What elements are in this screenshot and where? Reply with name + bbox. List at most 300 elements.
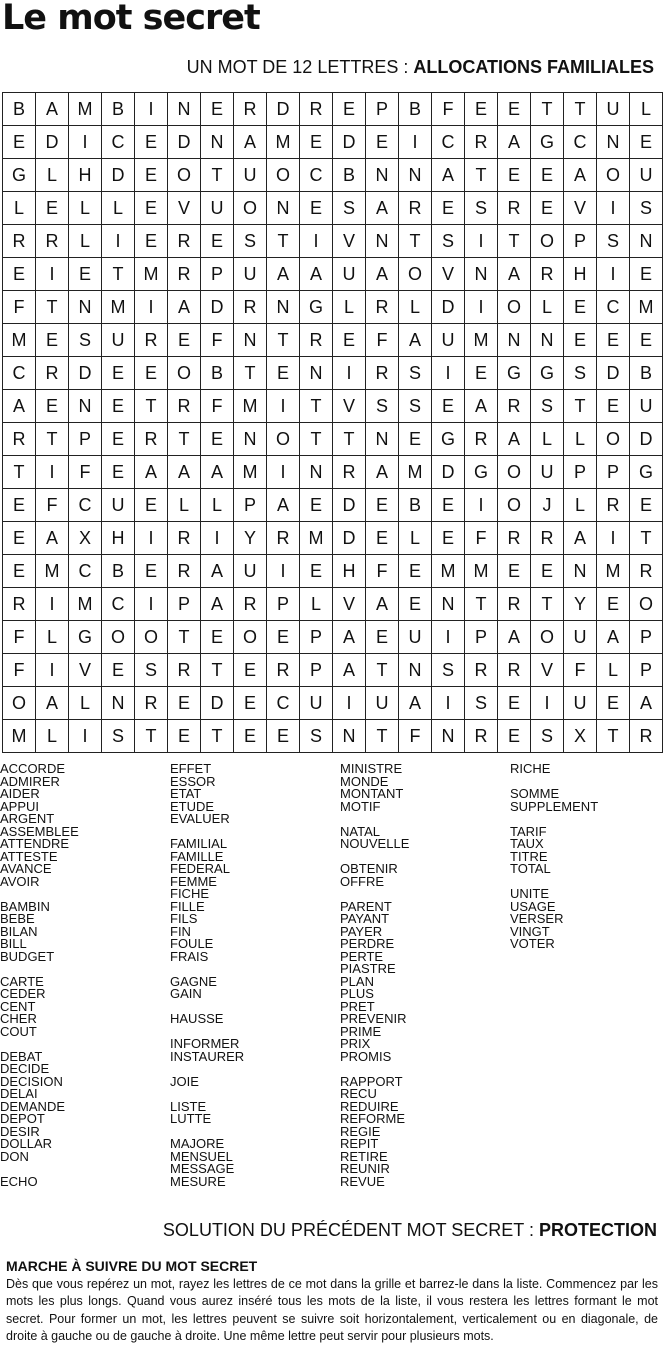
grid-cell[interactable]: A (201, 555, 234, 588)
grid-cell[interactable]: D (36, 126, 69, 159)
grid-cell[interactable]: P (168, 588, 201, 621)
grid-cell[interactable]: I (69, 720, 102, 753)
grid-cell[interactable]: B (102, 93, 135, 126)
grid-cell[interactable]: E (3, 522, 36, 555)
grid-cell[interactable]: M (102, 291, 135, 324)
grid-cell[interactable]: M (3, 324, 36, 357)
grid-cell[interactable]: T (267, 225, 300, 258)
grid-cell[interactable]: T (531, 93, 564, 126)
grid-cell[interactable]: E (168, 324, 201, 357)
grid-cell[interactable]: I (201, 522, 234, 555)
grid-cell[interactable]: R (498, 588, 531, 621)
grid-cell[interactable]: L (597, 654, 630, 687)
grid-cell[interactable]: L (564, 423, 597, 456)
grid-cell[interactable]: B (399, 489, 432, 522)
grid-cell[interactable]: G (630, 456, 663, 489)
grid-cell[interactable]: A (333, 621, 366, 654)
grid-cell[interactable]: R (234, 93, 267, 126)
grid-cell[interactable]: E (102, 357, 135, 390)
grid-cell[interactable]: R (3, 588, 36, 621)
grid-cell[interactable]: A (630, 687, 663, 720)
grid-cell[interactable]: M (3, 720, 36, 753)
grid-cell[interactable]: A (498, 126, 531, 159)
grid-cell[interactable]: F (36, 489, 69, 522)
grid-cell[interactable]: E (399, 423, 432, 456)
grid-cell[interactable]: G (69, 621, 102, 654)
grid-cell[interactable]: R (597, 489, 630, 522)
grid-cell[interactable]: N (366, 159, 399, 192)
grid-cell[interactable]: R (135, 687, 168, 720)
grid-cell[interactable]: E (135, 555, 168, 588)
grid-cell[interactable]: E (102, 423, 135, 456)
grid-cell[interactable]: T (168, 621, 201, 654)
grid-cell[interactable]: I (531, 687, 564, 720)
grid-cell[interactable]: B (333, 159, 366, 192)
grid-cell[interactable]: G (432, 423, 465, 456)
grid-cell[interactable]: V (69, 654, 102, 687)
grid-cell[interactable]: R (300, 93, 333, 126)
grid-cell[interactable]: E (135, 159, 168, 192)
grid-cell[interactable]: U (234, 555, 267, 588)
grid-cell[interactable]: I (135, 588, 168, 621)
grid-cell[interactable]: F (366, 555, 399, 588)
grid-cell[interactable]: N (333, 720, 366, 753)
grid-cell[interactable]: O (234, 192, 267, 225)
grid-cell[interactable]: A (168, 291, 201, 324)
grid-cell[interactable]: I (36, 654, 69, 687)
grid-cell[interactable]: O (102, 621, 135, 654)
grid-cell[interactable]: L (168, 489, 201, 522)
grid-cell[interactable]: T (399, 225, 432, 258)
grid-cell[interactable]: A (366, 258, 399, 291)
grid-cell[interactable]: E (432, 192, 465, 225)
grid-cell[interactable]: T (597, 720, 630, 753)
grid-cell[interactable]: C (267, 687, 300, 720)
grid-cell[interactable]: V (333, 225, 366, 258)
grid-cell[interactable]: P (300, 621, 333, 654)
grid-cell[interactable]: F (3, 621, 36, 654)
grid-cell[interactable]: I (267, 456, 300, 489)
grid-cell[interactable]: P (366, 93, 399, 126)
grid-cell[interactable]: F (399, 720, 432, 753)
grid-cell[interactable]: I (465, 489, 498, 522)
grid-cell[interactable]: N (432, 588, 465, 621)
grid-cell[interactable]: N (300, 357, 333, 390)
grid-cell[interactable]: O (135, 621, 168, 654)
grid-cell[interactable]: C (432, 126, 465, 159)
grid-cell[interactable]: E (465, 357, 498, 390)
grid-cell[interactable]: E (168, 720, 201, 753)
grid-cell[interactable]: H (564, 258, 597, 291)
grid-cell[interactable]: S (465, 192, 498, 225)
grid-cell[interactable]: F (3, 291, 36, 324)
grid-cell[interactable]: O (630, 588, 663, 621)
grid-cell[interactable]: G (3, 159, 36, 192)
grid-cell[interactable]: M (597, 555, 630, 588)
grid-cell[interactable]: P (201, 258, 234, 291)
grid-cell[interactable]: E (432, 489, 465, 522)
grid-cell[interactable]: L (69, 225, 102, 258)
grid-cell[interactable]: R (531, 522, 564, 555)
grid-cell[interactable]: G (531, 126, 564, 159)
grid-cell[interactable]: E (267, 621, 300, 654)
grid-cell[interactable]: E (465, 93, 498, 126)
grid-cell[interactable]: N (564, 555, 597, 588)
grid-cell[interactable]: A (201, 588, 234, 621)
grid-cell[interactable]: C (102, 588, 135, 621)
grid-cell[interactable]: E (498, 720, 531, 753)
grid-cell[interactable]: E (102, 654, 135, 687)
grid-cell[interactable]: R (168, 390, 201, 423)
grid-cell[interactable]: A (465, 390, 498, 423)
grid-cell[interactable]: S (69, 324, 102, 357)
grid-cell[interactable]: E (3, 126, 36, 159)
grid-cell[interactable]: E (3, 258, 36, 291)
grid-cell[interactable]: C (3, 357, 36, 390)
grid-cell[interactable]: N (498, 324, 531, 357)
grid-cell[interactable]: E (333, 93, 366, 126)
grid-cell[interactable]: V (564, 192, 597, 225)
grid-cell[interactable]: T (564, 390, 597, 423)
grid-cell[interactable]: N (366, 423, 399, 456)
grid-cell[interactable]: N (201, 126, 234, 159)
grid-cell[interactable]: U (399, 621, 432, 654)
grid-cell[interactable]: R (498, 522, 531, 555)
grid-cell[interactable]: Y (234, 522, 267, 555)
grid-cell[interactable]: S (531, 720, 564, 753)
grid-cell[interactable]: R (3, 423, 36, 456)
grid-cell[interactable]: R (498, 654, 531, 687)
grid-cell[interactable]: B (3, 93, 36, 126)
grid-cell[interactable]: B (399, 93, 432, 126)
grid-cell[interactable]: N (69, 390, 102, 423)
grid-cell[interactable]: O (267, 159, 300, 192)
grid-cell[interactable]: N (102, 687, 135, 720)
grid-cell[interactable]: I (135, 93, 168, 126)
grid-cell[interactable]: E (366, 621, 399, 654)
grid-cell[interactable]: A (267, 258, 300, 291)
grid-cell[interactable]: O (498, 456, 531, 489)
grid-cell[interactable]: E (135, 357, 168, 390)
grid-cell[interactable]: U (597, 93, 630, 126)
grid-cell[interactable]: R (300, 324, 333, 357)
grid-cell[interactable]: E (36, 192, 69, 225)
grid-cell[interactable]: E (399, 555, 432, 588)
grid-cell[interactable]: U (564, 621, 597, 654)
grid-cell[interactable]: V (168, 192, 201, 225)
grid-cell[interactable]: I (597, 522, 630, 555)
grid-cell[interactable]: R (36, 357, 69, 390)
grid-cell[interactable]: S (531, 390, 564, 423)
grid-cell[interactable]: S (333, 192, 366, 225)
grid-cell[interactable]: I (36, 588, 69, 621)
grid-cell[interactable]: L (69, 192, 102, 225)
grid-cell[interactable]: G (300, 291, 333, 324)
grid-cell[interactable]: O (531, 621, 564, 654)
grid-cell[interactable]: D (333, 522, 366, 555)
grid-cell[interactable]: A (267, 489, 300, 522)
grid-cell[interactable]: E (498, 93, 531, 126)
grid-cell[interactable]: R (498, 390, 531, 423)
grid-cell[interactable]: E (201, 621, 234, 654)
grid-cell[interactable]: I (333, 687, 366, 720)
grid-cell[interactable]: E (597, 390, 630, 423)
grid-cell[interactable]: S (432, 654, 465, 687)
grid-cell[interactable]: L (399, 291, 432, 324)
grid-cell[interactable]: E (36, 324, 69, 357)
grid-cell[interactable]: I (135, 522, 168, 555)
grid-cell[interactable]: T (366, 720, 399, 753)
grid-cell[interactable]: N (366, 225, 399, 258)
grid-cell[interactable]: E (432, 522, 465, 555)
grid-cell[interactable]: U (234, 258, 267, 291)
grid-cell[interactable]: R (234, 588, 267, 621)
grid-cell[interactable]: T (465, 588, 498, 621)
grid-cell[interactable]: X (69, 522, 102, 555)
grid-cell[interactable]: A (564, 522, 597, 555)
grid-cell[interactable]: I (465, 291, 498, 324)
grid-cell[interactable]: E (102, 390, 135, 423)
grid-cell[interactable]: T (498, 225, 531, 258)
grid-cell[interactable]: I (597, 258, 630, 291)
grid-cell[interactable]: I (36, 456, 69, 489)
grid-cell[interactable]: F (366, 324, 399, 357)
grid-cell[interactable]: E (630, 258, 663, 291)
grid-cell[interactable]: M (432, 555, 465, 588)
grid-cell[interactable]: O (168, 159, 201, 192)
grid-cell[interactable]: P (234, 489, 267, 522)
grid-cell[interactable]: U (630, 159, 663, 192)
grid-cell[interactable]: I (267, 555, 300, 588)
grid-cell[interactable]: E (135, 225, 168, 258)
grid-cell[interactable]: O (168, 357, 201, 390)
grid-cell[interactable]: T (201, 159, 234, 192)
grid-cell[interactable]: A (36, 522, 69, 555)
grid-cell[interactable]: P (267, 588, 300, 621)
grid-cell[interactable]: L (36, 159, 69, 192)
grid-cell[interactable]: I (432, 687, 465, 720)
grid-cell[interactable]: V (333, 588, 366, 621)
grid-cell[interactable]: A (366, 192, 399, 225)
grid-cell[interactable]: V (432, 258, 465, 291)
grid-cell[interactable]: D (69, 357, 102, 390)
grid-cell[interactable]: T (531, 588, 564, 621)
grid-cell[interactable]: P (597, 456, 630, 489)
grid-cell[interactable]: O (498, 291, 531, 324)
grid-cell[interactable]: N (399, 654, 432, 687)
grid-cell[interactable]: E (201, 93, 234, 126)
grid-cell[interactable]: E (333, 324, 366, 357)
grid-cell[interactable]: A (399, 687, 432, 720)
grid-cell[interactable]: F (201, 324, 234, 357)
grid-cell[interactable]: V (531, 654, 564, 687)
grid-cell[interactable]: E (630, 324, 663, 357)
grid-cell[interactable]: P (630, 654, 663, 687)
grid-cell[interactable]: O (597, 159, 630, 192)
grid-cell[interactable]: E (399, 588, 432, 621)
grid-cell[interactable]: L (399, 522, 432, 555)
grid-cell[interactable]: B (630, 357, 663, 390)
grid-cell[interactable]: M (630, 291, 663, 324)
grid-cell[interactable]: E (597, 324, 630, 357)
grid-cell[interactable]: E (564, 324, 597, 357)
grid-cell[interactable]: R (168, 225, 201, 258)
grid-cell[interactable]: E (366, 126, 399, 159)
grid-cell[interactable]: D (201, 291, 234, 324)
grid-cell[interactable]: M (135, 258, 168, 291)
grid-cell[interactable]: D (102, 159, 135, 192)
grid-cell[interactable]: Y (564, 588, 597, 621)
grid-cell[interactable]: L (69, 687, 102, 720)
grid-cell[interactable]: T (102, 258, 135, 291)
grid-cell[interactable]: P (564, 225, 597, 258)
grid-cell[interactable]: S (597, 225, 630, 258)
grid-cell[interactable]: S (366, 390, 399, 423)
grid-cell[interactable]: P (300, 654, 333, 687)
grid-cell[interactable]: A (333, 654, 366, 687)
grid-cell[interactable]: T (564, 93, 597, 126)
grid-cell[interactable]: P (465, 621, 498, 654)
grid-cell[interactable]: L (36, 720, 69, 753)
grid-cell[interactable]: C (597, 291, 630, 324)
grid-cell[interactable]: A (366, 456, 399, 489)
grid-cell[interactable]: R (366, 357, 399, 390)
grid-cell[interactable]: E (498, 159, 531, 192)
grid-cell[interactable]: S (102, 720, 135, 753)
grid-cell[interactable]: A (300, 258, 333, 291)
grid-cell[interactable]: S (399, 357, 432, 390)
grid-cell[interactable]: D (267, 93, 300, 126)
grid-cell[interactable]: I (69, 126, 102, 159)
grid-cell[interactable]: M (69, 588, 102, 621)
grid-cell[interactable]: L (3, 192, 36, 225)
grid-cell[interactable]: T (36, 423, 69, 456)
grid-cell[interactable]: L (300, 588, 333, 621)
grid-cell[interactable]: A (498, 621, 531, 654)
grid-cell[interactable]: N (630, 225, 663, 258)
grid-cell[interactable]: R (234, 291, 267, 324)
grid-cell[interactable]: D (432, 291, 465, 324)
grid-cell[interactable]: O (597, 423, 630, 456)
grid-cell[interactable]: E (102, 456, 135, 489)
grid-cell[interactable]: E (597, 687, 630, 720)
grid-cell[interactable]: A (597, 621, 630, 654)
grid-cell[interactable]: E (135, 489, 168, 522)
grid-cell[interactable]: I (36, 258, 69, 291)
grid-cell[interactable]: A (399, 324, 432, 357)
grid-cell[interactable]: S (564, 357, 597, 390)
grid-cell[interactable]: M (399, 456, 432, 489)
grid-cell[interactable]: D (597, 357, 630, 390)
grid-cell[interactable]: S (135, 654, 168, 687)
grid-cell[interactable]: A (168, 456, 201, 489)
grid-cell[interactable]: C (564, 126, 597, 159)
grid-cell[interactable]: L (531, 291, 564, 324)
grid-cell[interactable]: M (234, 390, 267, 423)
grid-cell[interactable]: E (300, 192, 333, 225)
grid-cell[interactable]: R (168, 258, 201, 291)
grid-cell[interactable]: I (597, 192, 630, 225)
grid-cell[interactable]: R (36, 225, 69, 258)
grid-cell[interactable]: T (630, 522, 663, 555)
grid-cell[interactable]: E (597, 588, 630, 621)
grid-cell[interactable]: E (531, 192, 564, 225)
grid-cell[interactable]: S (399, 390, 432, 423)
grid-cell[interactable]: F (69, 456, 102, 489)
grid-cell[interactable]: L (201, 489, 234, 522)
grid-cell[interactable]: N (234, 423, 267, 456)
grid-cell[interactable]: R (267, 654, 300, 687)
grid-cell[interactable]: E (630, 126, 663, 159)
grid-cell[interactable]: T (300, 390, 333, 423)
grid-cell[interactable]: X (564, 720, 597, 753)
grid-cell[interactable]: B (102, 555, 135, 588)
grid-cell[interactable]: E (300, 126, 333, 159)
grid-cell[interactable]: A (432, 159, 465, 192)
grid-cell[interactable]: I (432, 621, 465, 654)
grid-cell[interactable]: P (69, 423, 102, 456)
grid-cell[interactable]: E (135, 192, 168, 225)
grid-cell[interactable]: N (597, 126, 630, 159)
grid-cell[interactable]: E (234, 654, 267, 687)
grid-cell[interactable]: A (366, 588, 399, 621)
grid-cell[interactable]: I (135, 291, 168, 324)
grid-cell[interactable]: E (498, 555, 531, 588)
grid-cell[interactable]: U (102, 324, 135, 357)
grid-cell[interactable]: N (234, 324, 267, 357)
grid-cell[interactable]: R (465, 654, 498, 687)
grid-cell[interactable]: D (201, 687, 234, 720)
grid-cell[interactable]: E (366, 522, 399, 555)
grid-cell[interactable]: I (432, 357, 465, 390)
grid-cell[interactable]: E (267, 720, 300, 753)
grid-cell[interactable]: J (531, 489, 564, 522)
grid-cell[interactable]: E (498, 687, 531, 720)
grid-cell[interactable]: A (498, 423, 531, 456)
grid-cell[interactable]: E (432, 390, 465, 423)
grid-cell[interactable]: T (135, 390, 168, 423)
grid-cell[interactable]: A (234, 126, 267, 159)
grid-cell[interactable]: R (168, 555, 201, 588)
grid-cell[interactable]: U (333, 258, 366, 291)
grid-cell[interactable]: O (234, 621, 267, 654)
grid-cell[interactable]: T (234, 357, 267, 390)
grid-cell[interactable]: M (36, 555, 69, 588)
grid-cell[interactable]: T (366, 654, 399, 687)
grid-cell[interactable]: T (3, 456, 36, 489)
grid-cell[interactable]: E (3, 555, 36, 588)
grid-cell[interactable]: F (465, 522, 498, 555)
grid-cell[interactable]: T (201, 720, 234, 753)
grid-cell[interactable]: R (630, 555, 663, 588)
grid-cell[interactable]: L (531, 423, 564, 456)
grid-cell[interactable]: T (465, 159, 498, 192)
grid-cell[interactable]: I (300, 225, 333, 258)
grid-cell[interactable]: N (399, 159, 432, 192)
grid-cell[interactable]: A (135, 456, 168, 489)
grid-cell[interactable]: E (234, 720, 267, 753)
grid-cell[interactable]: R (465, 126, 498, 159)
grid-cell[interactable]: D (333, 489, 366, 522)
grid-cell[interactable]: F (432, 93, 465, 126)
grid-cell[interactable]: M (267, 126, 300, 159)
grid-cell[interactable]: U (630, 390, 663, 423)
grid-cell[interactable]: P (564, 456, 597, 489)
grid-cell[interactable]: F (3, 654, 36, 687)
grid-cell[interactable]: F (564, 654, 597, 687)
grid-cell[interactable]: E (531, 159, 564, 192)
grid-cell[interactable]: E (201, 423, 234, 456)
